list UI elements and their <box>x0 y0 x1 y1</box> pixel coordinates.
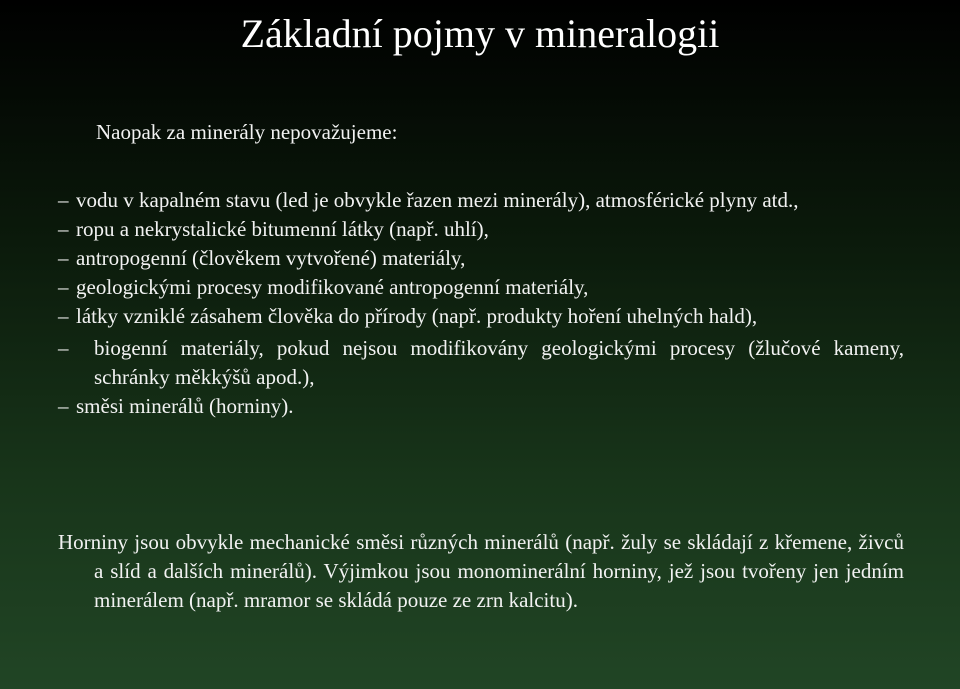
list-item-text: geologickými procesy modifikované antropogenní materiály, <box>76 275 589 299</box>
list-item-text: látky vzniklé zásahem člověka do přírody (např. produkty hoření uhelných hald), <box>76 304 758 328</box>
list-item-text: vodu v kapalném stavu (led je obvykle řazen mezi minerály), atmosférické plyny atd., <box>76 188 799 212</box>
list-item <box>58 273 904 302</box>
dash-bullet: – <box>58 217 69 241</box>
list-item <box>58 334 904 392</box>
list-item-text: antropogenní (člověkem vytvořené) materiály, <box>76 246 466 270</box>
list-item <box>58 215 904 244</box>
dash-bullet: – <box>58 275 69 299</box>
list-item-text: biogenní materiály, pokud nejsou modifikovány geologickými procesy (žlučové kameny, schránky měkkýšů apod.), <box>94 336 904 389</box>
list-item <box>58 244 904 273</box>
dash-bullet: – <box>58 394 69 418</box>
list-item <box>58 392 904 421</box>
intro-text: Naopak za minerály nepovažujeme: <box>96 120 398 144</box>
dash-bullet: – <box>58 246 69 270</box>
list-item <box>58 302 904 331</box>
exclusion-list <box>58 186 904 421</box>
list-item <box>58 186 904 215</box>
dash-bullet: – <box>58 188 69 212</box>
slide-title: Základní pojmy v mineralogii <box>240 11 720 56</box>
dash-bullet: – <box>58 304 69 328</box>
rocks-paragraph: Horniny jsou obvykle mechanické směsi různých minerálů (např. žuly se skládají z křemene, živců a slíd a dalších minerálů). Výjimkou jsou monominerální horniny, jež jsou tvořeny jen jedním minerálem (např. mramor se skládá pouze ze zrn kalcitu). <box>58 530 904 612</box>
list-item-text: ropu a nekrystalické bitumenní látky (např. uhlí), <box>76 217 489 241</box>
dash-bullet: – <box>58 336 69 360</box>
list-item-text: směsi minerálů (horniny). <box>76 394 294 418</box>
